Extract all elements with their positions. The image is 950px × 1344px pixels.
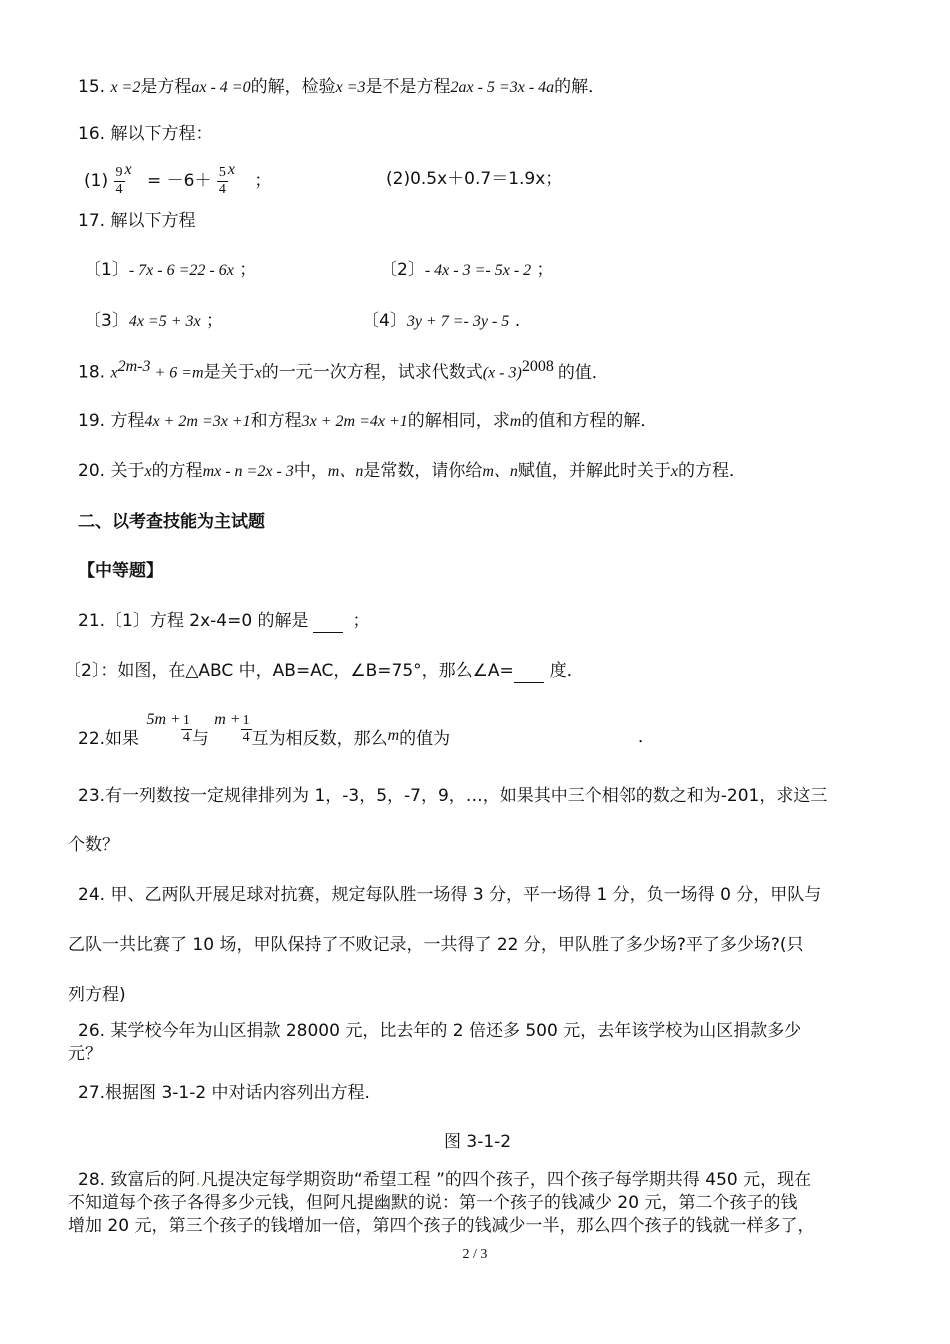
- part-label: 〔1〕: [84, 260, 129, 280]
- fraction: [241, 713, 252, 746]
- math-expression: x =2: [110, 79, 141, 96]
- math-expression: mx - n =2x - 3: [202, 463, 294, 480]
- fraction: [217, 165, 228, 198]
- question-16-part2: [386, 168, 562, 190]
- math-expression: (x - 3): [482, 364, 522, 382]
- question-number: 15.: [78, 77, 106, 97]
- question-22: [78, 700, 450, 759]
- text: 是关于: [203, 362, 255, 383]
- part-label: 〔4〕: [362, 311, 407, 331]
- question-24-line3: 列方程): [68, 985, 126, 1005]
- text: ；: [536, 260, 554, 280]
- variable: x: [110, 364, 118, 382]
- question-28-line3: 增加 20 元，第三个孩子的钱增加一倍，第四个孩子的钱减少一半，那么四个孩子的钱就一样多了，: [68, 1216, 815, 1236]
- math-expression: 4x =5 + 3x: [128, 313, 201, 330]
- question-26-line1: 26. 某学校今年为山区捐款 28000 元，比去年的 2 倍还多 500 元，去年该学校为山区捐款多少: [78, 1021, 802, 1041]
- text: ；: [352, 611, 370, 631]
- numerator: 1: [182, 712, 190, 728]
- text: 28. 致富后的阿: [78, 1170, 196, 1190]
- variable: m、n: [482, 463, 518, 480]
- question-19: [78, 410, 657, 433]
- question-28-line1: [78, 1169, 811, 1191]
- text: 赋值，并解此时关于: [517, 461, 671, 481]
- mark-dot: .: [195, 1170, 201, 1190]
- variable: m、n: [327, 463, 364, 480]
- text: 是常数，请你给: [363, 461, 483, 481]
- question-17-4: [362, 310, 520, 333]
- text: 22.如果: [78, 729, 140, 749]
- page-number: 2 / 3: [462, 1247, 488, 1262]
- fraction: [181, 713, 192, 746]
- question-number: 18.: [78, 362, 106, 383]
- math-expression: - 4x - 3 =- 5x - 2: [424, 262, 532, 279]
- figure-caption: 图 3-1-2: [444, 1132, 512, 1152]
- math-expression: x =3: [335, 79, 366, 96]
- exponent: 2008: [521, 358, 554, 375]
- question-number: 16.: [78, 124, 106, 144]
- answer-blank: [514, 660, 544, 683]
- question-15: [78, 76, 605, 99]
- question-number: 19.: [78, 411, 106, 431]
- part-label: (1): [84, 171, 109, 191]
- text: 的值为: [399, 729, 451, 749]
- section-heading: 二、以考查技能为主试题: [78, 512, 265, 532]
- math-expression: 3y + 7 =- 3y - 5: [406, 313, 510, 330]
- denominator: 4: [242, 729, 250, 745]
- text: 与: [191, 729, 209, 749]
- exponent: 2m-3: [117, 358, 151, 375]
- question-23-line1: 23.有一列数按一定规律排列为 1，-3，5，-7，9，…，如果其中三个相邻的数之和为-201，求这三: [78, 786, 828, 806]
- text: = －6＋: [147, 171, 212, 191]
- question-26-line2: 元？: [68, 1044, 102, 1064]
- variable: x: [124, 161, 132, 178]
- text: .: [514, 311, 521, 331]
- text: 是不是方程: [365, 77, 451, 97]
- text: 是方程: [140, 77, 192, 97]
- text: 的一元一次方程，试求代数式: [261, 362, 483, 383]
- math-expression: - 7x - 6 =22 - 6x: [128, 262, 234, 279]
- text: 互为相反数，那么: [251, 729, 388, 749]
- numerator: 9: [115, 164, 123, 180]
- math-expression: ax - 4 =0: [191, 79, 251, 96]
- question-22-end: ．: [638, 727, 655, 747]
- text: 的解．: [554, 77, 606, 97]
- question-21-2: [64, 660, 584, 683]
- question-23-line2: 个数？: [68, 835, 119, 855]
- math-expression: m +: [214, 711, 241, 728]
- subsection-heading: 【中等题】: [78, 561, 163, 581]
- question-number: 20.: [78, 461, 106, 481]
- text: 的值．: [557, 362, 609, 383]
- text: 的解，检验: [250, 77, 336, 97]
- question-17-3: [84, 310, 223, 333]
- text: 的方程: [151, 461, 203, 481]
- text: 21.〔1〕方程 2x-4=0 的解是: [78, 611, 309, 631]
- part-label: 〔2〕: [380, 260, 425, 280]
- question-17-title: [78, 210, 195, 232]
- question-24-line1: 24. 甲、乙两队开展足球对抗赛，规定每队胜一场得 3 分，平一场得 1 分，负一场得 0 分，甲队与: [78, 885, 822, 905]
- question-17-2: [380, 259, 554, 282]
- question-28-line2: 不知道每个孩子各得多少元钱，但阿凡提幽默的说：第一个孩子的钱减少 20 元，第二个孩子的钱: [68, 1193, 798, 1213]
- math-expression: 2ax - 5 =3x - 4a: [450, 79, 555, 96]
- question-27: 27.根据图 3-1-2 中对话内容列出方程.: [78, 1083, 370, 1103]
- text: 凡提决定每学期资助“希望工程 ”的四个孩子，四个孩子每学期共得 450 元，现在: [200, 1170, 812, 1190]
- math-expression: 5m +: [146, 711, 181, 728]
- question-number: 17.: [78, 211, 106, 231]
- variable: x: [670, 463, 679, 480]
- variable: m: [509, 413, 522, 430]
- text: 中，: [293, 461, 328, 481]
- question-24-line2: 乙队一共比赛了 10 场，甲队保持了不败记录，一共得了 22 分，甲队胜了多少场?平了多少场?(只: [68, 935, 804, 955]
- answer-blank: [313, 610, 343, 633]
- question-17-1: [84, 259, 256, 282]
- text: 的解相同，求: [407, 411, 510, 431]
- text: 解以下方程：: [110, 124, 213, 144]
- question-18: [78, 356, 609, 385]
- numerator: 5: [218, 164, 226, 180]
- text: 的方程．: [678, 461, 747, 481]
- text: 解以下方程: [110, 211, 196, 231]
- question-16-title: [78, 123, 212, 145]
- denominator: 4: [115, 181, 123, 197]
- text: ；: [206, 311, 224, 331]
- question-16-part1: [84, 150, 271, 201]
- text: 和方程: [250, 411, 302, 431]
- fraction: [114, 165, 125, 198]
- text: ；: [254, 171, 272, 191]
- variable: m: [387, 727, 400, 744]
- text: 〔2〕：如图，在△ABC 中，AB=AC，∠B=75°，那么∠A=: [64, 661, 514, 681]
- variable: x: [227, 161, 235, 178]
- question-21-1: [78, 610, 370, 633]
- text: 方程: [110, 411, 145, 431]
- question-20: [78, 460, 746, 483]
- text: ；: [239, 260, 257, 280]
- denominator: 4: [182, 729, 190, 745]
- math-expression: 4x + 2m =3x +1: [144, 413, 251, 430]
- text: 的值和方程的解．: [521, 411, 658, 431]
- text: 度．: [549, 661, 584, 681]
- text: 关于: [110, 461, 145, 481]
- variable: x: [254, 364, 262, 382]
- numerator: 1: [242, 712, 250, 728]
- variable: x: [144, 463, 152, 480]
- math-expression: 3x + 2m =4x +1: [301, 413, 408, 430]
- denominator: 4: [218, 181, 226, 197]
- text: (2)0.5x＋0.7＝1.9x；: [386, 169, 563, 189]
- math-expression: + 6 =m: [150, 364, 204, 382]
- part-label: 〔3〕: [84, 311, 129, 331]
